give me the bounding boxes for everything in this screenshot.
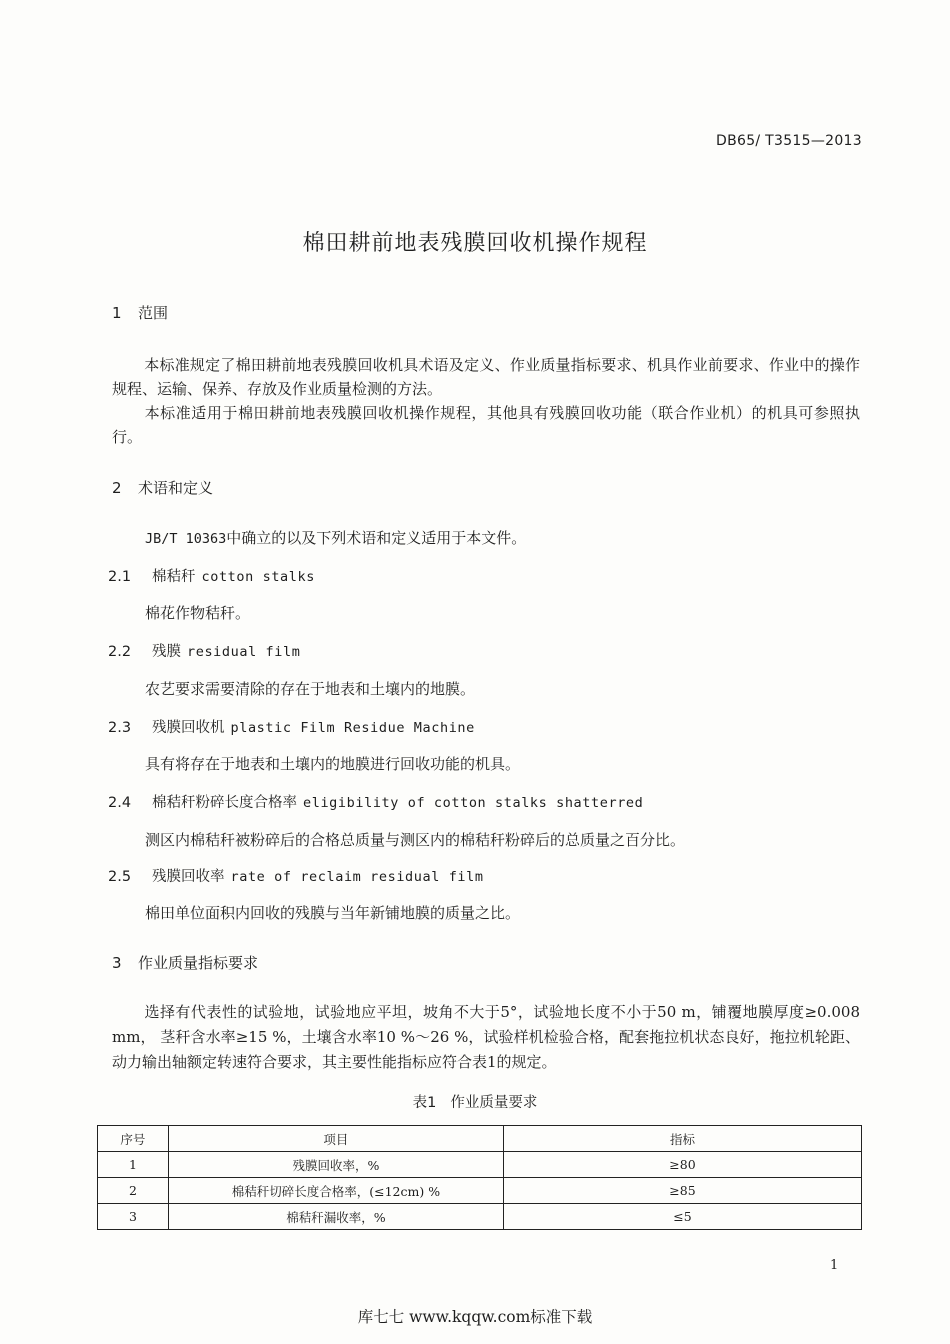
term-number: 2.2 [108,644,132,660]
paragraph-text: 本标准适用于棉田耕前地表残膜回收机操作规程，其他具有残膜回收功能（联合作业机）的机具可参照执行。 [112,404,860,446]
table-title: 作业质量要求 [450,1095,538,1111]
term-definition: 农艺要求需要清除的存在于地表和土壤内的地膜。 [145,680,476,698]
term-heading [108,716,475,737]
header-item: 项目 [168,1126,503,1152]
table-row [98,1152,862,1178]
term-number: 2.5 [108,869,132,885]
term-en: rate of reclaim residual film [230,869,484,885]
table-number: 表1 [412,1095,437,1111]
term-heading [108,791,643,812]
table-row [98,1204,862,1230]
paragraph-text: 本标准规定了棉田耕前地表残膜回收机具术语及定义、作业质量指标要求、机具作业前要求、作业中的操作规程、运输、保养、存放及作业质量检测的方法。 [112,356,860,398]
header-index: 指标 [503,1126,861,1152]
term-number: 2.3 [108,720,132,736]
cell-no: 3 [98,1204,169,1230]
section-title: 范围 [138,304,169,322]
term-definition: 测区内棉秸秆被粉碎后的合格总质量与测区内的棉秸秆粉碎后的总质量之百分比。 [145,831,686,849]
table-row [98,1178,862,1204]
term-heading [108,865,484,886]
section-number: 2 [112,479,122,497]
term-number: 2.4 [108,795,132,811]
term-en: cotton stalks [201,569,315,585]
paragraph-text: 选择有代表性的试验地，试验地应平坦，坡角不大于5°，试验地长度不小于50 m，铺覆地膜厚度≥0.008 mm， 茎秆含水率≥15 %，土壤含水率10 %～26 %，试验样机检验合格，配套拖拉机状态良好，拖拉机轮距、动力输出轴额定转速符合要求，其主要性能指标应符合表1的规定。 [112,1003,860,1071]
section-1-heading [112,302,168,323]
section-1-paragraph-1 [112,353,860,401]
standard-number: DB65/ T3515—2013 [716,133,862,149]
term-definition: 具有将存在于地表和土壤内的地膜进行回收功能的机具。 [145,755,521,773]
section-2-heading [112,477,213,498]
standard-reference: JB/T 10363 [145,531,227,547]
section-2-intro [145,527,526,548]
term-definition: 棉田单位面积内回收的残膜与当年新铺地膜的质量之比。 [145,904,521,922]
cell-index: ≥80 [503,1152,861,1178]
term-cn: 棉秸秆 [152,569,196,585]
header-no: 序号 [98,1126,169,1152]
term-cn: 棉秸秆粉碎长度合格率 [152,795,297,811]
footer-watermark: 库七七 www.kqqw.com标准下载 [357,1308,593,1326]
page-number: 1 [830,1258,839,1273]
table-header-row [98,1126,862,1152]
intro-text: 中确立的以及下列术语和定义适用于本文件。 [226,529,527,547]
cell-no: 2 [98,1178,169,1204]
term-definition: 棉花作物秸秆。 [145,604,251,622]
cell-item: 棉秸秆漏收率，% [168,1204,503,1230]
section-3-heading [112,952,258,973]
term-number: 2.1 [108,569,132,585]
term-cn: 残膜回收机 [152,720,225,736]
section-number: 3 [112,954,122,972]
term-cn: 残膜回收率 [152,869,225,885]
term-en: eligibility of cotton stalks shatterred [303,795,644,811]
cell-item: 残膜回收率，% [168,1152,503,1178]
term-heading [108,565,315,586]
document-title: 棉田耕前地表残膜回收机操作规程 [302,231,648,256]
cell-index: ≥85 [503,1178,861,1204]
section-number: 1 [112,304,122,322]
section-3-paragraph-1 [112,1000,860,1075]
cell-item: 棉秸秆切碎长度合格率，(≤12cm) % [168,1178,503,1204]
section-title: 作业质量指标要求 [138,954,259,972]
term-en: plastic Film Residue Machine [230,720,475,736]
term-heading [108,640,300,661]
table-caption [0,1091,950,1112]
section-title: 术语和定义 [138,479,214,497]
section-1-paragraph-2 [112,401,860,449]
quality-requirements-table [97,1125,862,1230]
term-en: residual film [187,644,301,660]
term-cn: 残膜 [152,644,181,660]
cell-index: ≤5 [503,1204,861,1230]
cell-no: 1 [98,1152,169,1178]
